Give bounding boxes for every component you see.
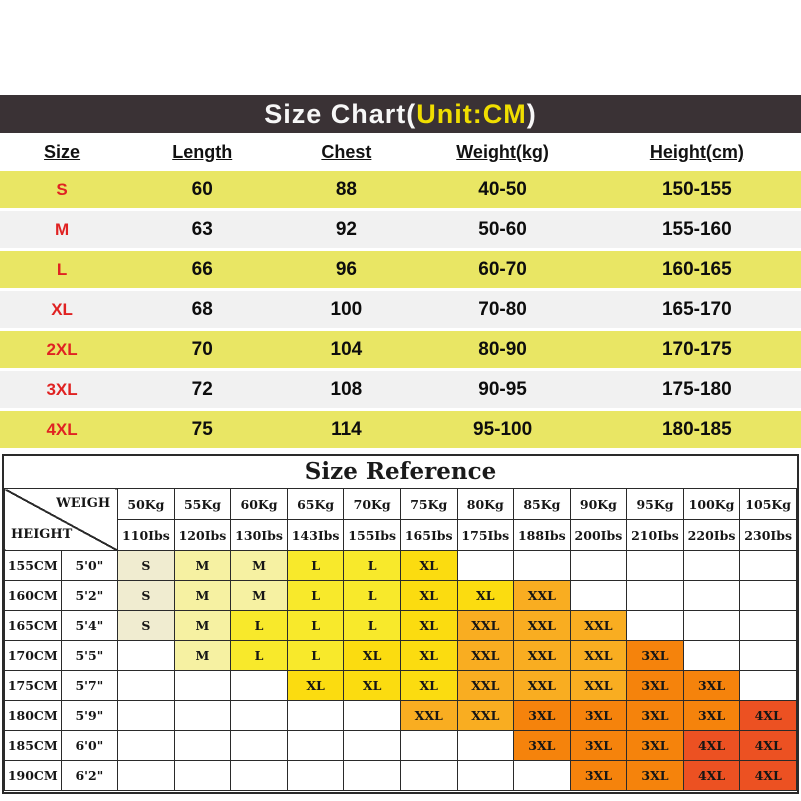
size-chart-title-suffix: ) [526,99,537,129]
matrix-size-cell: 4XL [683,761,740,791]
matrix-empty-cell [683,641,740,671]
height-row-170cm [5,641,797,671]
height-ft-cell: 6'2" [61,761,118,791]
weight-kg-header: 95Kg [627,489,684,520]
matrix-empty-cell [514,551,571,581]
weight-kg-header: 65Kg [287,489,344,520]
matrix-empty-cell [231,761,288,791]
matrix-empty-cell [118,701,175,731]
matrix-size-cell: XL [287,671,344,701]
matrix-empty-cell [570,551,627,581]
matrix-size-cell: XL [400,641,457,671]
matrix-size-cell: 3XL [570,701,627,731]
matrix-empty-cell [118,761,175,791]
height-cm-cell: 190CM [5,761,62,791]
height-ft-cell: 5'4" [61,611,118,641]
matrix-size-cell: XXL [514,641,571,671]
matrix-size-cell: 3XL [514,701,571,731]
height-row-180cm [5,701,797,731]
height-cm-cell: 160CM [5,581,62,611]
matrix-empty-cell [457,551,514,581]
matrix-empty-cell [457,761,514,791]
height-cell: 155-160 [661,218,732,240]
matrix-empty-cell [231,731,288,761]
size-reference-title: Size Reference [304,458,497,485]
matrix-size-cell: 4XL [740,731,797,761]
matrix-empty-cell [287,701,344,731]
matrix-size-cell: S [118,551,175,581]
matrix-size-cell: 4XL [683,731,740,761]
size-cell: S [56,179,68,199]
size-row-s [0,171,801,211]
size-row-xl [0,291,801,331]
height-cm-cell: 185CM [5,731,62,761]
matrix-empty-cell [683,581,740,611]
chest-cell: 88 [335,178,357,200]
length-cell: 63 [191,218,213,240]
chest-cell: 96 [335,258,357,280]
matrix-size-cell: XXL [514,581,571,611]
matrix-empty-cell [683,551,740,581]
height-cell: 160-165 [661,258,732,280]
weight-kg-header: 105Kg [740,489,797,520]
weight-kg-header: 60Kg [231,489,288,520]
matrix-size-cell: M [174,641,231,671]
matrix-empty-cell [118,731,175,761]
matrix-size-cell: 3XL [514,731,571,761]
size-row-m [0,211,801,251]
matrix-size-cell: M [231,581,288,611]
weight-kg-header: 50Kg [118,489,175,520]
weight-height-corner-cell [5,489,118,551]
matrix-empty-cell [231,701,288,731]
size-cell: M [54,219,70,239]
matrix-empty-cell [231,671,288,701]
matrix-size-cell: S [118,581,175,611]
weight-cell: 70-80 [478,298,527,320]
matrix-empty-cell [344,731,401,761]
matrix-size-cell: S [118,611,175,641]
weight-lbs-header: 230Ibs [740,520,797,551]
matrix-empty-cell [287,761,344,791]
height-ft-cell: 5'2" [61,581,118,611]
column-header-chest: Chest [321,141,372,162]
size-cell: L [56,259,68,279]
weight-kg-header: 55Kg [174,489,231,520]
chest-cell: 104 [330,338,363,360]
height-row-190cm [5,761,797,791]
column-header-weightkg: Weight(kg) [456,141,549,162]
matrix-empty-cell [740,641,797,671]
weight-kg-header: 80Kg [457,489,514,520]
chest-cell: 92 [335,218,357,240]
column-header-length: Length [172,141,233,162]
matrix-size-cell: XL [457,581,514,611]
height-ft-cell: 6'0" [61,731,118,761]
matrix-empty-cell [740,581,797,611]
matrix-size-cell: 3XL [627,731,684,761]
height-row-175cm [5,671,797,701]
length-cell: 66 [191,258,213,280]
size-chart-title-unit: Unit:CM [416,99,527,129]
height-ft-cell: 5'0" [61,551,118,581]
corner-height-label: HEIGHT [11,527,73,542]
height-row-155cm [5,551,797,581]
matrix-size-cell: XXL [457,671,514,701]
weight-lbs-header: 220Ibs [683,520,740,551]
weight-lbs-header: 200Ibs [570,520,627,551]
weight-lbs-header: 143Ibs [287,520,344,551]
matrix-size-cell: XXL [570,641,627,671]
size-chart-title-prefix: Size Chart( [264,99,417,129]
weight-kg-header: 70Kg [344,489,401,520]
chest-cell: 100 [330,298,363,320]
size-reference-section [2,454,799,794]
weight-lbs-header: 175Ibs [457,520,514,551]
size-cell: 2XL [46,339,78,359]
chest-cell: 108 [330,378,363,400]
height-row-160cm [5,581,797,611]
chest-cell: 114 [331,418,362,440]
weight-cell: 95-100 [473,418,533,440]
matrix-size-cell: M [174,581,231,611]
matrix-empty-cell [514,761,571,791]
height-row-185cm [5,731,797,761]
matrix-size-cell: 4XL [740,701,797,731]
weight-lbs-header: 120Ibs [174,520,231,551]
matrix-size-cell: L [287,581,344,611]
length-cell: 60 [191,178,213,200]
size-chart-column-headers [0,133,801,171]
matrix-empty-cell [174,761,231,791]
weight-kg-header: 90Kg [570,489,627,520]
weight-lbs-header: 110Ibs [118,520,175,551]
matrix-empty-cell [683,611,740,641]
matrix-size-cell: XXL [570,611,627,641]
weight-lbs-header: 130Ibs [231,520,288,551]
size-chart-rows [0,171,801,451]
matrix-size-cell: 3XL [683,701,740,731]
size-cell: 3XL [46,379,78,399]
matrix-size-cell: XXL [457,701,514,731]
height-ft-cell: 5'7" [61,671,118,701]
matrix-size-cell: 3XL [570,731,627,761]
height-cm-cell: 175CM [5,671,62,701]
matrix-size-cell: XXL [514,671,571,701]
height-cell: 180-185 [661,418,732,440]
matrix-size-cell: M [231,551,288,581]
matrix-empty-cell [118,671,175,701]
length-cell: 75 [191,418,213,440]
size-chart-title-bar [0,95,801,133]
matrix-size-cell: XXL [514,611,571,641]
length-cell: 70 [191,338,213,360]
height-ft-cell: 5'5" [61,641,118,671]
matrix-size-cell: L [231,611,288,641]
matrix-size-cell: XXL [400,701,457,731]
size-cell: 4XL [46,419,78,439]
matrix-size-cell: M [174,611,231,641]
column-header-heightcm: Height(cm) [649,141,744,162]
matrix-size-cell: 3XL [627,701,684,731]
height-cm-cell: 165CM [5,611,62,641]
height-cell: 150-155 [661,178,732,200]
matrix-empty-cell [627,551,684,581]
matrix-size-cell: XXL [457,641,514,671]
matrix-empty-cell [570,581,627,611]
matrix-empty-cell [174,701,231,731]
matrix-size-cell: 3XL [627,761,684,791]
matrix-empty-cell [344,761,401,791]
height-cm-cell: 155CM [5,551,62,581]
corner-weigh-label: WEIGH [56,496,111,511]
matrix-size-cell: L [231,641,288,671]
matrix-empty-cell [118,641,175,671]
matrix-empty-cell [627,611,684,641]
matrix-empty-cell [740,671,797,701]
height-cm-cell: 170CM [5,641,62,671]
matrix-size-cell: XL [400,671,457,701]
matrix-size-cell: L [287,551,344,581]
matrix-size-cell: L [287,641,344,671]
length-cell: 72 [191,378,213,400]
matrix-size-cell: XL [400,581,457,611]
matrix-empty-cell [174,671,231,701]
size-reference-table [4,488,797,791]
matrix-size-cell: XL [344,671,401,701]
weight-kg-header: 100Kg [683,489,740,520]
matrix-empty-cell [627,581,684,611]
matrix-empty-cell [400,761,457,791]
matrix-empty-cell [287,731,344,761]
weight-lbs-header: 155Ibs [344,520,401,551]
weight-cell: 60-70 [478,258,527,280]
column-header-size: Size [44,141,81,162]
matrix-size-cell: XL [400,551,457,581]
matrix-empty-cell [400,731,457,761]
weight-cell: 40-50 [478,178,527,200]
weight-cell: 80-90 [478,338,527,360]
height-cm-cell: 180CM [5,701,62,731]
matrix-empty-cell [174,731,231,761]
height-ft-cell: 5'9" [61,701,118,731]
weight-kg-header: 85Kg [514,489,571,520]
height-cell: 175-180 [661,378,732,400]
matrix-size-cell: 3XL [627,671,684,701]
matrix-size-cell: L [344,581,401,611]
length-cell: 68 [191,298,213,320]
weight-kg-header: 75Kg [400,489,457,520]
matrix-size-cell: 3XL [627,641,684,671]
weight-lbs-header: 210Ibs [627,520,684,551]
size-row-2xl [0,331,801,371]
size-row-4xl [0,411,801,451]
matrix-size-cell: L [287,611,344,641]
matrix-size-cell: XXL [457,611,514,641]
matrix-empty-cell [344,701,401,731]
matrix-size-cell: L [344,551,401,581]
height-cell: 165-170 [661,298,732,320]
matrix-size-cell: XL [344,641,401,671]
matrix-size-cell: 4XL [740,761,797,791]
size-row-l [0,251,801,291]
matrix-size-cell: M [174,551,231,581]
weight-lbs-header: 165Ibs [400,520,457,551]
height-cell: 170-175 [661,338,732,360]
matrix-size-cell: 3XL [683,671,740,701]
matrix-empty-cell [457,731,514,761]
matrix-size-cell: 3XL [570,761,627,791]
weight-cell: 90-95 [478,378,527,400]
matrix-empty-cell [740,611,797,641]
weight-lbs-header: 188Ibs [514,520,571,551]
weight-cell: 50-60 [478,218,527,240]
matrix-size-cell: L [344,611,401,641]
matrix-size-cell: XL [400,611,457,641]
matrix-size-cell: XXL [570,671,627,701]
matrix-empty-cell [740,551,797,581]
size-row-3xl [0,371,801,411]
size-cell: XL [51,299,73,319]
height-row-165cm [5,611,797,641]
